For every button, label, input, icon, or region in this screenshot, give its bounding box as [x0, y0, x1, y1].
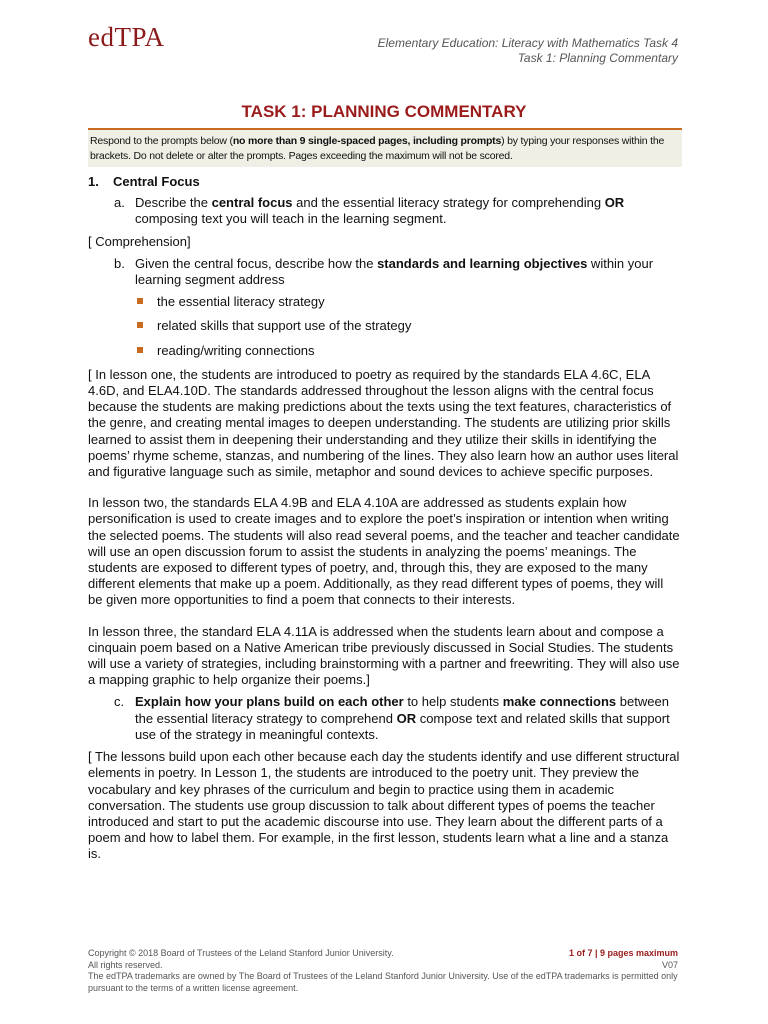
- list-item: the essential literacy strategy: [135, 294, 680, 310]
- prompt-text: Describe the central focus and the essential literacy strategy for comprehending OR composing text you will teach in the learning segment.: [135, 195, 625, 227]
- footer-trademark: The edTPA trademarks are owned by The Board of Trustees of the Leland Stanford Junior University. Use of the edTPA trademarks is permitted only pursuant to the terms of a written license agreement.: [88, 971, 678, 993]
- response-b-paragraph[interactable]: In lesson three, the standard ELA 4.11A is addressed when the students learn about and compose a cinquain poem based on a Native American tribe previously discussed in Social Studies. The students will use a variety of strategies, including brainstorming with a partner and freewriting. They will also use a mapping graphic to help organize their poems.]: [88, 623, 680, 688]
- prompt-b-bullets: [135, 294, 680, 359]
- prompt-c: [114, 694, 680, 743]
- footer-version: V07: [661, 959, 678, 970]
- header-subtitle-task: Task 1: Planning Commentary: [517, 51, 678, 65]
- document-header: [378, 36, 678, 66]
- section-heading: [88, 174, 680, 190]
- response-a[interactable]: [ Comprehension]: [88, 233, 191, 249]
- footer-rights: All rights reserved.: [88, 959, 163, 970]
- commentary-body: [88, 174, 680, 878]
- prompt-text: Given the central focus, describe how the standards and learning objectives within your learning segment address: [135, 255, 654, 288]
- prompt-label: a.: [114, 195, 125, 211]
- prompt-text: Explain how your plans build on each other to help students make connections between the essential literacy strategy to comprehend OR compose text and related skills that support use of the strategy in meaningful contexts.: [135, 694, 670, 742]
- list-item: related skills that support use of the strategy: [135, 318, 680, 334]
- edtpa-logo: edTPA: [88, 22, 165, 52]
- response-c[interactable]: [ The lessons build upon each other because each day the students identify and use different structural elements in poetry. In Lesson 1, the students are introduced to the poetry unit. They preview the vocabulary and key phrases of the curriculum and begin to practice using them in academic conversation. The students use group discussion to talk about different types of poems the teacher introduced and start to put the academic discourse into use. They learn about the different parts of a poem and how to label them. For example, in the first lesson, students learn what a line and a stanza is.: [88, 749, 680, 862]
- instructions-box: [88, 128, 682, 167]
- page-footer: [88, 948, 678, 994]
- square-bullet-icon: [137, 322, 143, 328]
- list-item: reading/writing connections: [135, 343, 680, 359]
- prompt-a: [114, 195, 680, 227]
- footer-copyright: Copyright © 2018 Board of Trustees of the Leland Stanford Junior University.: [88, 948, 394, 958]
- instructions-text-end: ) by typing your responses within the brackets. Do not delete or alter the prompts. Pages exceeding the maximum will not be scored.: [90, 135, 665, 162]
- instructions-page-limit: no more than 9 single-spaced pages, including prompts: [232, 135, 502, 147]
- header-subtitle-course: Elementary Education: Literacy with Mathematics Task 4: [377, 36, 678, 50]
- footer-page-count: 1 of 7 | 9 pages maximum: [568, 948, 678, 958]
- page-title: TASK 1: PLANNING COMMENTARY: [241, 102, 527, 121]
- response-b-paragraph[interactable]: In lesson two, the standards ELA 4.9B and ELA 4.10A are addressed as students explain how personification is used to create images and to explore the poet’s inspiration or intention when writing the selected poems. The students will also read several poems, and the teacher and teacher candidate will use an open discussion forum to assist the students in analyzing the poems’ meanings. The students are exposed to different types of poetry, and, through this, they are exposed to the many different elements that make up a poem. Additionally, as they read different types of poems, they will be given more opportunities to find a poem that connects to their interests.: [88, 495, 680, 608]
- prompt-b: [114, 256, 680, 288]
- instructions-text-start: Respond to the prompts below (: [90, 135, 233, 147]
- prompt-label: c.: [114, 694, 125, 710]
- prompt-label: b.: [114, 255, 125, 271]
- square-bullet-icon: [137, 347, 143, 353]
- section-number: 1.: [88, 174, 99, 189]
- square-bullet-icon: [137, 298, 143, 304]
- section-title: Central Focus: [113, 174, 200, 189]
- response-b-paragraph[interactable]: [ In lesson one, the students are introduced to poetry as required by the standards ELA 4.6C, ELA 4.6D, and ELA4.10D. The standards addressed throughout the lesson aligns with the central focus because the students are making predictions about the texts using the text features, characteristics of the genre, and creating mental images to deepen understanding. The students are utilizing prior skills learned to assist them in deepening their understanding and they utilize their skills in identifying the poems’ rhyme scheme, stanzas, and numbering of the lines. They also learn how an author uses literal and figurative language such as simile, metaphor and sound devices to achieve specific purposes.: [88, 366, 679, 480]
